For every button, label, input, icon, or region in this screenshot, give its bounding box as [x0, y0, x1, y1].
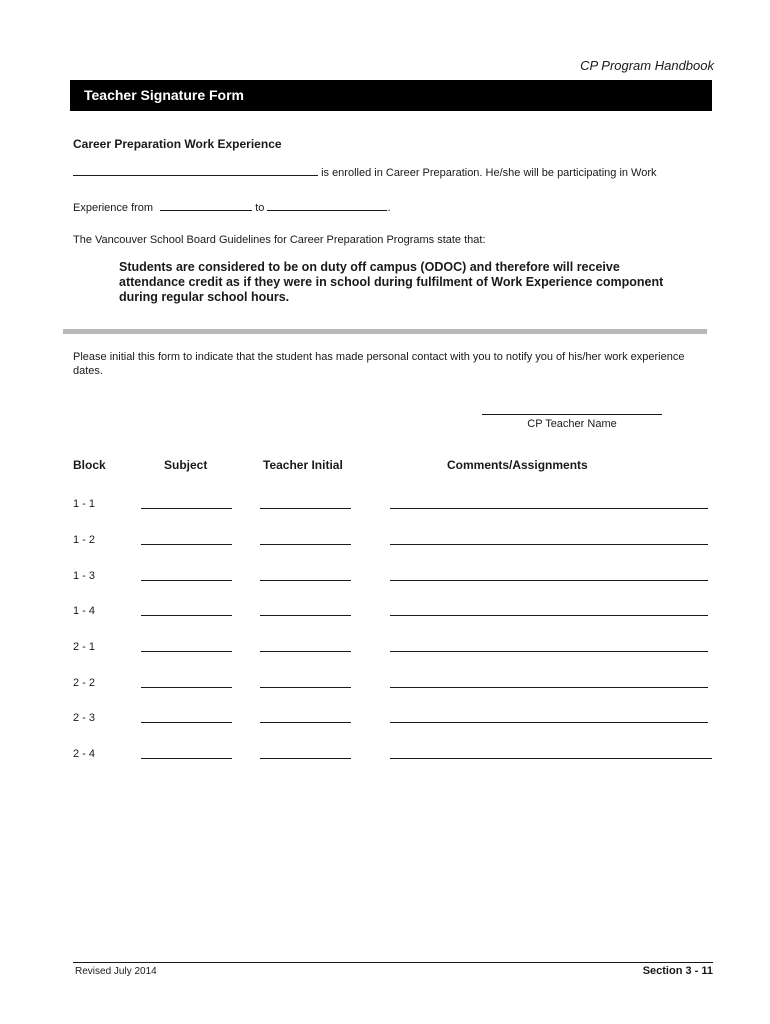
- teacher-initial-field[interactable]: [260, 580, 351, 581]
- subject-field[interactable]: [141, 758, 232, 759]
- revised-date: Revised July 2014: [75, 966, 157, 977]
- student-name-field[interactable]: [73, 165, 318, 176]
- start-date-field[interactable]: [160, 200, 252, 211]
- block-label: 1 - 4: [73, 605, 96, 617]
- table-row: [0, 570, 770, 590]
- footer-divider: [73, 962, 713, 963]
- subject-field[interactable]: [141, 508, 232, 509]
- column-header-subject: Subject: [164, 458, 208, 472]
- teacher-initial-field[interactable]: [260, 615, 351, 616]
- section-divider: [63, 329, 707, 334]
- odoc-policy-quote: Students are considered to be on duty off campus (ODOC) and therefore will receive attendance credit as if they were in school during fulfilment of Work Experience component during regular school hours.: [119, 260, 664, 304]
- comments-field[interactable]: [390, 580, 708, 581]
- cp-teacher-name-label: CP Teacher Name: [527, 418, 617, 430]
- table-row: [0, 498, 770, 518]
- block-label: 1 - 3: [73, 570, 96, 582]
- subject-field[interactable]: [141, 722, 232, 723]
- teacher-initial-field[interactable]: [260, 758, 351, 759]
- block-label: 1 - 2: [73, 534, 96, 546]
- table-row: [0, 712, 770, 732]
- section-heading: Career Preparation Work Experience: [73, 137, 282, 151]
- comments-field[interactable]: [390, 651, 708, 652]
- block-label: 2 - 3: [73, 712, 96, 724]
- comments-field[interactable]: [390, 508, 708, 509]
- table-row: [0, 641, 770, 661]
- subject-field[interactable]: [141, 687, 232, 688]
- subject-field[interactable]: [141, 580, 232, 581]
- experience-dates-line: [73, 200, 391, 214]
- handbook-title: CP Program Handbook: [580, 58, 714, 73]
- comments-field[interactable]: [390, 758, 712, 759]
- form-title-bar: [70, 80, 712, 111]
- experience-from-label: Experience from: [73, 202, 154, 214]
- comments-field[interactable]: [390, 615, 708, 616]
- form-title: Teacher Signature Form: [84, 87, 245, 103]
- block-label: 2 - 1: [73, 641, 96, 653]
- table-row: [0, 605, 770, 625]
- cp-teacher-name-line[interactable]: [482, 414, 662, 415]
- table-row: [0, 748, 770, 768]
- table-row: [0, 677, 770, 697]
- period: .: [387, 202, 391, 214]
- block-label: 1 - 1: [73, 498, 96, 510]
- teacher-initial-field[interactable]: [260, 722, 351, 723]
- teacher-initial-field[interactable]: [260, 687, 351, 688]
- column-header-teacher-initial: Teacher Initial: [263, 458, 343, 472]
- subject-field[interactable]: [141, 651, 232, 652]
- section-number: Section 3 - 11: [642, 965, 713, 977]
- comments-field[interactable]: [390, 544, 708, 545]
- subject-field[interactable]: [141, 544, 232, 545]
- comments-field[interactable]: [390, 687, 708, 688]
- teacher-initial-field[interactable]: [260, 544, 351, 545]
- column-header-comments: Comments/Assignments: [447, 458, 588, 472]
- block-label: 2 - 2: [73, 677, 96, 689]
- guidelines-intro: The Vancouver School Board Guidelines for Career Preparation Programs state that:: [73, 234, 486, 246]
- teacher-initial-field[interactable]: [260, 651, 351, 652]
- enrolled-line: [73, 165, 657, 179]
- to-label: to: [255, 202, 265, 214]
- enrolled-text: is enrolled in Career Preparation. He/she will be participating in Work: [321, 167, 657, 179]
- table-row: [0, 534, 770, 554]
- comments-field[interactable]: [390, 722, 708, 723]
- end-date-field[interactable]: [267, 200, 387, 211]
- teacher-initial-field[interactable]: [260, 508, 351, 509]
- block-label: 2 - 4: [73, 748, 96, 760]
- column-header-block: Block: [73, 458, 106, 472]
- subject-field[interactable]: [141, 615, 232, 616]
- instruction-text: Please initial this form to indicate that the student has made personal contact with you to notify you of his/her work experience dates.: [73, 351, 685, 377]
